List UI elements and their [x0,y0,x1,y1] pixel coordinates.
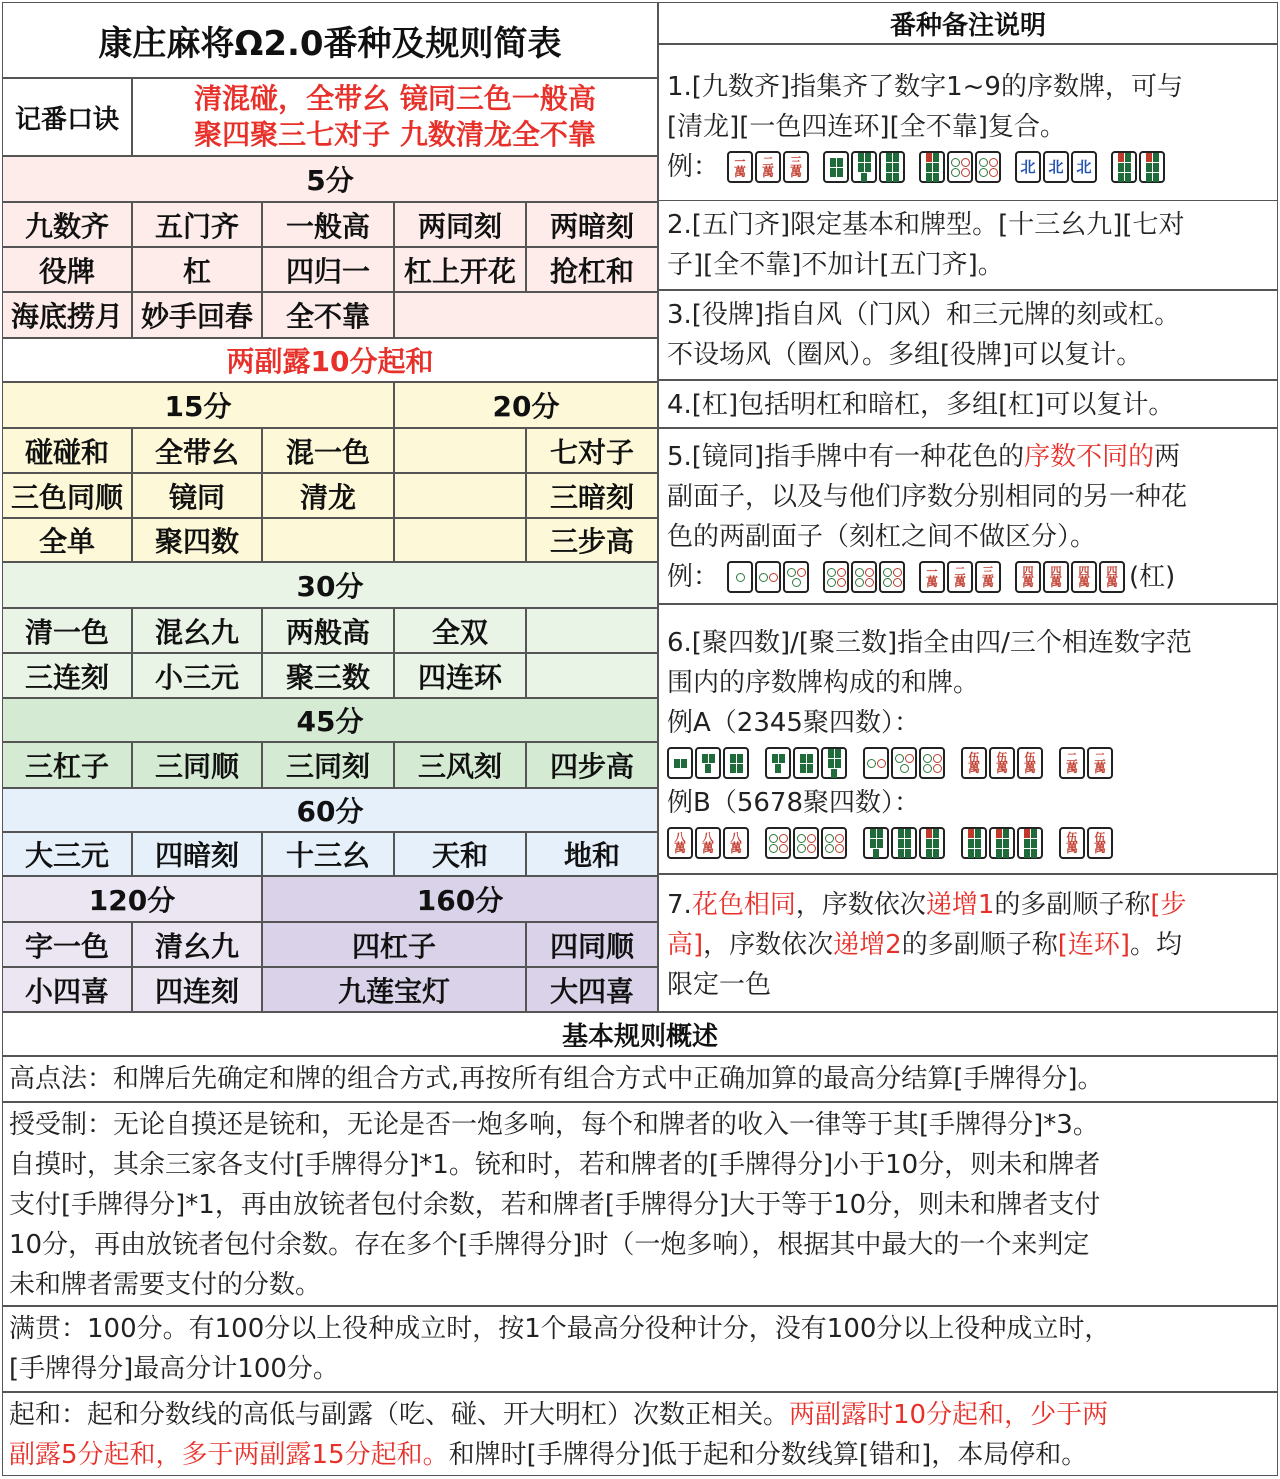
rule-3-line-1: 满贯：100分。有100分以上役种成立时，按1个最高分役种计分，没有100分以上役种成立时， [9,1314,1111,1344]
fan-cell: 镜同 [132,473,262,518]
tile-group [667,747,749,779]
fan-cell: 两同刻 [394,202,526,247]
note-7-g: 高] [667,930,704,960]
pin-tile-icon [727,561,753,593]
tile-group [919,561,1001,593]
wan-tile-icon: 二 萬 [755,151,781,183]
tier-20-empty-cell [394,473,526,518]
note-7-c: ，序数依次 [795,890,926,920]
tile-group [961,747,1043,779]
tile-group [961,827,1043,859]
fan-cell: 全双 [394,608,526,653]
fan-cell: 三步高 [526,518,658,562]
note-7-l: 。均 [1130,930,1183,960]
wan-tile-icon: 伍 萬 [1017,747,1043,779]
note-7-f: [步 [1150,890,1187,920]
mnemonic-label-cell [2,78,132,156]
fan-cell: 杠上开花 [394,247,526,292]
note-3-line-2: 不设场风（圈风）。多组[役牌]可以复计。 [667,340,1143,370]
fan-cell [526,608,658,653]
note-6-example-a-label: 例A（2345聚四数）： [667,708,920,738]
tier-160-header: 160分 [262,876,658,922]
pin-tile-icon [919,747,945,779]
tile-group [765,747,847,779]
tile-group [863,747,945,779]
sou-tile-icon [919,827,945,859]
rule-3-line-2: [手牌得分]最高分计100分。 [9,1354,339,1384]
fan-cell: 役牌 [2,247,132,292]
note-5-gang-label: (杠) [1129,562,1176,592]
note-5-line-3: 色的两副面子（刻杠之间不做区分）。 [667,522,1097,552]
wan-tile-icon: 伍 萬 [989,747,1015,779]
note-2-line-2: 子][全不靠]不加计[五门齐]。 [667,250,1004,280]
wan-tile-icon: 四 萬 [1099,561,1125,593]
tier-5-empty-cell [394,292,658,338]
mnemonic-line-1: 清混碰，全带幺 镜同三色一般高 [194,82,596,115]
rule-2-line-5: 未和牌者需要支付的分数。 [9,1270,322,1300]
sou-tile-icon [823,151,849,183]
note-5-text-red: 序数不同的 [1024,442,1155,472]
note-2 [658,200,1278,290]
fan-cell: 字一色 [2,922,132,967]
fan-cell: 混一色 [262,428,394,473]
mnemonic-text-cell [132,78,658,156]
sou-tile-icon [723,747,749,779]
fan-cell: 五门齐 [132,202,262,247]
fan-cell: 清一色 [2,608,132,653]
fan-cell: 四归一 [262,247,394,292]
fan-cell: 杠 [132,247,262,292]
fan-cell: 三风刻 [394,742,526,788]
wan-tile-icon: 一 萬 [727,151,753,183]
sou-tile-icon [695,747,721,779]
fan-cell: 抢杠和 [526,247,658,292]
fan-cell: 海底捞月 [2,292,132,338]
sou-tile-icon [961,827,987,859]
rule-2-line-3: 支付[手牌得分]*1，再由放铳者包付余数，若和牌者[手牌得分]大于等于10分，则未和牌者支付 [9,1190,1101,1220]
wan-tile-icon: 四 萬 [1071,561,1097,593]
sou-tile-icon [989,827,1015,859]
note-5-tiles [727,561,1139,593]
fan-cell [262,518,394,562]
sou-tile-icon [667,747,693,779]
fan-cell: 三连刻 [2,653,132,698]
fan-cell: 三色同顺 [2,473,132,518]
fan-cell: 混幺九 [132,608,262,653]
fan-cell: 全不靠 [262,292,394,338]
pin-tile-icon [975,151,1001,183]
fan-cell: 清幺九 [132,922,262,967]
fan-cell: 十三幺 [262,832,394,876]
pin-tile-icon [879,561,905,593]
tier-20-empty-cell [394,428,526,473]
wan-tile-icon: 伍 萬 [1059,827,1085,859]
rule-3 [2,1306,1278,1392]
rule-4-a: 起和：起和分数线的高低与副露（吃、碰、开大明杠）次数正相关。 [9,1400,790,1430]
tier-20-empty-cell [394,518,526,562]
mnemonic-line-2: 聚四聚三七对子 九数清龙全不靠 [194,118,596,151]
wan-tile-icon: 八 萬 [695,827,721,859]
fan-cell: 天和 [394,832,526,876]
note-6 [658,604,1278,874]
mnemonic-label: 记番口诀 [14,104,119,135]
wan-tile-icon: 伍 萬 [1087,827,1113,859]
wan-tile-icon: 二 萬 [947,561,973,593]
note-6-tiles-b [667,823,1269,863]
tier-45-header: 45分 [2,698,658,742]
fan-cell: 七对子 [526,428,658,473]
note-6-tiles-a [667,743,1269,783]
sou-tile-icon [879,151,905,183]
fan-cell: 清龙 [262,473,394,518]
fan-cell: 地和 [526,832,658,876]
note-5-example-label: 例： [667,562,720,592]
note-3-line-1: 3.[役牌]指自风（门风）和三元牌的刻或杠。 [667,300,1181,330]
note-2-line-1: 2.[五门齐]限定基本和牌型。[十三幺九][七对 [667,210,1185,240]
wan-tile-icon: 一 萬 [919,561,945,593]
note-7-i: 递增2 [833,930,902,960]
pin-tile-icon [793,827,819,859]
pin-tile-icon [863,747,889,779]
rule-2-line-2: 自摸时，其余三家各支付[手牌得分]*1。铳和时，若和牌者的[手牌得分]小于10分，则未和牌者 [9,1150,1101,1180]
sou-tile-icon [1111,151,1137,183]
fan-cell: 三同顺 [132,742,262,788]
fan-cell: 小四喜 [2,967,132,1012]
pin-tile-icon [755,561,781,593]
sou-tile-icon [1139,151,1165,183]
rule-4-c: 副露5分起和，多于两副露15分起和。 [9,1440,449,1470]
fan-cell: 三同刻 [262,742,394,788]
note-5-text-a: 5.[镜同]指手牌中有一种花色的 [667,442,1025,472]
note-6-line-2: 围内的序数牌构成的和牌。 [667,668,980,698]
pin-tile-icon [821,827,847,859]
note-7-j: 的多副顺子称 [901,930,1058,960]
fan-cell: 九数齐 [2,202,132,247]
fan-cell: 妙手回春 [132,292,262,338]
rule-2-line-4: 10分，再由放铳者包付余数。存在多个[手牌得分]时（一炮多响），根据其中最大的一个来判定 [9,1230,1090,1260]
fan-cell: 小三元 [132,653,262,698]
note-7-a: 7. [667,890,692,920]
note-1-tiles [727,151,1179,183]
note-6-example-b-label: 例B（5678聚四数）： [667,788,921,818]
pin-tile-icon [823,561,849,593]
sou-tile-icon [863,827,889,859]
tile-group [1111,151,1165,183]
fan-cell: 四暗刻 [132,832,262,876]
tile-group [863,827,945,859]
fan-cell: 三杠子 [2,742,132,788]
sou-tile-icon [821,747,847,779]
note-1-line-2: [清龙][一色四连环][全不靠]复合。 [667,112,1066,142]
tile-group [667,827,749,859]
rule-1: 高点法：和牌后先确定和牌的组合方式,再按所有组合方式中正确加算的最高分结算[手牌得分]。 [2,1056,1278,1102]
pin-tile-icon [765,827,791,859]
wan-tile-icon: 伍 萬 [961,747,987,779]
note-7-m: 限定一色 [667,970,772,1000]
rules-title: 基本规则概述 [2,1012,1278,1056]
fan-cell: 全带幺 [132,428,262,473]
sou-tile-icon [793,747,819,779]
fan-cell: 四同顺 [526,922,658,967]
tier-60-header: 60分 [2,788,658,832]
tier-30-header: 30分 [2,562,658,608]
rule-2 [2,1102,1278,1306]
fan-cell: 三暗刻 [526,473,658,518]
fan-cell: 聚三数 [262,653,394,698]
rule-4-d: 和牌时[手牌得分]低于起和分数线算[错和]，本局停和。 [448,1440,1088,1470]
fan-cell: 两般高 [262,608,394,653]
fan-cell: 两暗刻 [526,202,658,247]
page-title: 康庄麻将Ω2.0番种及规则简表 [98,23,562,64]
note-7-k: [连环] [1057,930,1131,960]
tile-group [823,561,905,593]
fan-cell: 全单 [2,518,132,562]
tile-group [1015,151,1097,183]
fan-cell: 大四喜 [526,967,658,1012]
fan-cell: 四连刻 [132,967,262,1012]
note-6-line-1: 6.[聚四数]/[聚三数]指全由四/三个相连数字范 [667,628,1192,658]
sou-tile-icon [919,151,945,183]
wind-tile-icon: 北 [1015,151,1041,183]
note-5-text-b: 两 [1154,442,1181,472]
note-7 [658,874,1278,1012]
tile-group [823,151,905,183]
note-4-line-1: 4.[杠]包括明杠和暗杠，多组[杠]可以复计。 [667,390,1175,420]
fan-cell: 四连环 [394,653,526,698]
note-5-line-2: 副面子，以及与他们序数分别相同的另一种花 [667,482,1188,512]
notes-title: 番种备注说明 [658,2,1278,44]
rule-4-b: 两副露时10分起和，少于两 [789,1400,1109,1430]
sou-tile-icon [1017,827,1043,859]
title-cell [2,2,658,78]
sou-tile-icon [891,827,917,859]
note-4 [658,380,1278,428]
tile-group [1059,747,1113,779]
wan-tile-icon: 二 萬 [1059,747,1085,779]
tier-20-header: 20分 [394,382,658,428]
fan-cell: 四杠子 [262,922,526,967]
note-7-h: ，序数依次 [703,930,834,960]
tile-group [1015,561,1125,593]
rule-2-line-1: 授受制：无论自摸还是铳和，无论是否一炮多响，每个和牌者的收入一律等于其[手牌得分]*3。 [9,1110,1099,1140]
note-7-e: 的多副顺子称 [994,890,1151,920]
fan-cell: 四步高 [526,742,658,788]
fan-cell: 大三元 [2,832,132,876]
pin-tile-icon [851,561,877,593]
wan-tile-icon: 八 萬 [723,827,749,859]
tile-group [727,151,809,183]
rule-4 [2,1392,1278,1476]
note-5 [658,428,1278,604]
wan-tile-icon: 八 萬 [667,827,693,859]
note-1-example-label: 例： [667,152,720,182]
note-7-d: 递增1 [925,890,995,920]
note-1-line-1: 1.[九数齐]指集齐了数字1~9的序数牌，可与 [667,72,1183,102]
fan-cell [526,653,658,698]
wan-tile-icon: 三 萬 [783,151,809,183]
wan-tile-icon: 二 萬 [1087,747,1113,779]
tier-120-header: 120分 [2,876,262,922]
note-3 [658,290,1278,380]
wan-tile-icon: 四 萬 [1043,561,1069,593]
tile-group [919,151,1001,183]
fan-cell: 聚四数 [132,518,262,562]
fan-cell: 碰碰和 [2,428,132,473]
wan-tile-icon: 四 萬 [1015,561,1041,593]
sou-tile-icon [765,747,791,779]
tile-group [727,561,809,593]
tile-group [1059,827,1113,859]
wind-tile-icon: 北 [1043,151,1069,183]
wind-tile-icon: 北 [1071,151,1097,183]
min-score-note: 两副露10分起和 [2,338,658,382]
sou-tile-icon [851,151,877,183]
fan-cell: 一般高 [262,202,394,247]
pin-tile-icon [783,561,809,593]
note-7-b: 花色相同 [691,890,796,920]
tier-5-header: 5分 [2,156,658,202]
wan-tile-icon: 三 萬 [975,561,1001,593]
pin-tile-icon [947,151,973,183]
tier-15-header: 15分 [2,382,394,428]
pin-tile-icon [891,747,917,779]
tile-group [765,827,847,859]
fan-cell: 九莲宝灯 [262,967,526,1012]
